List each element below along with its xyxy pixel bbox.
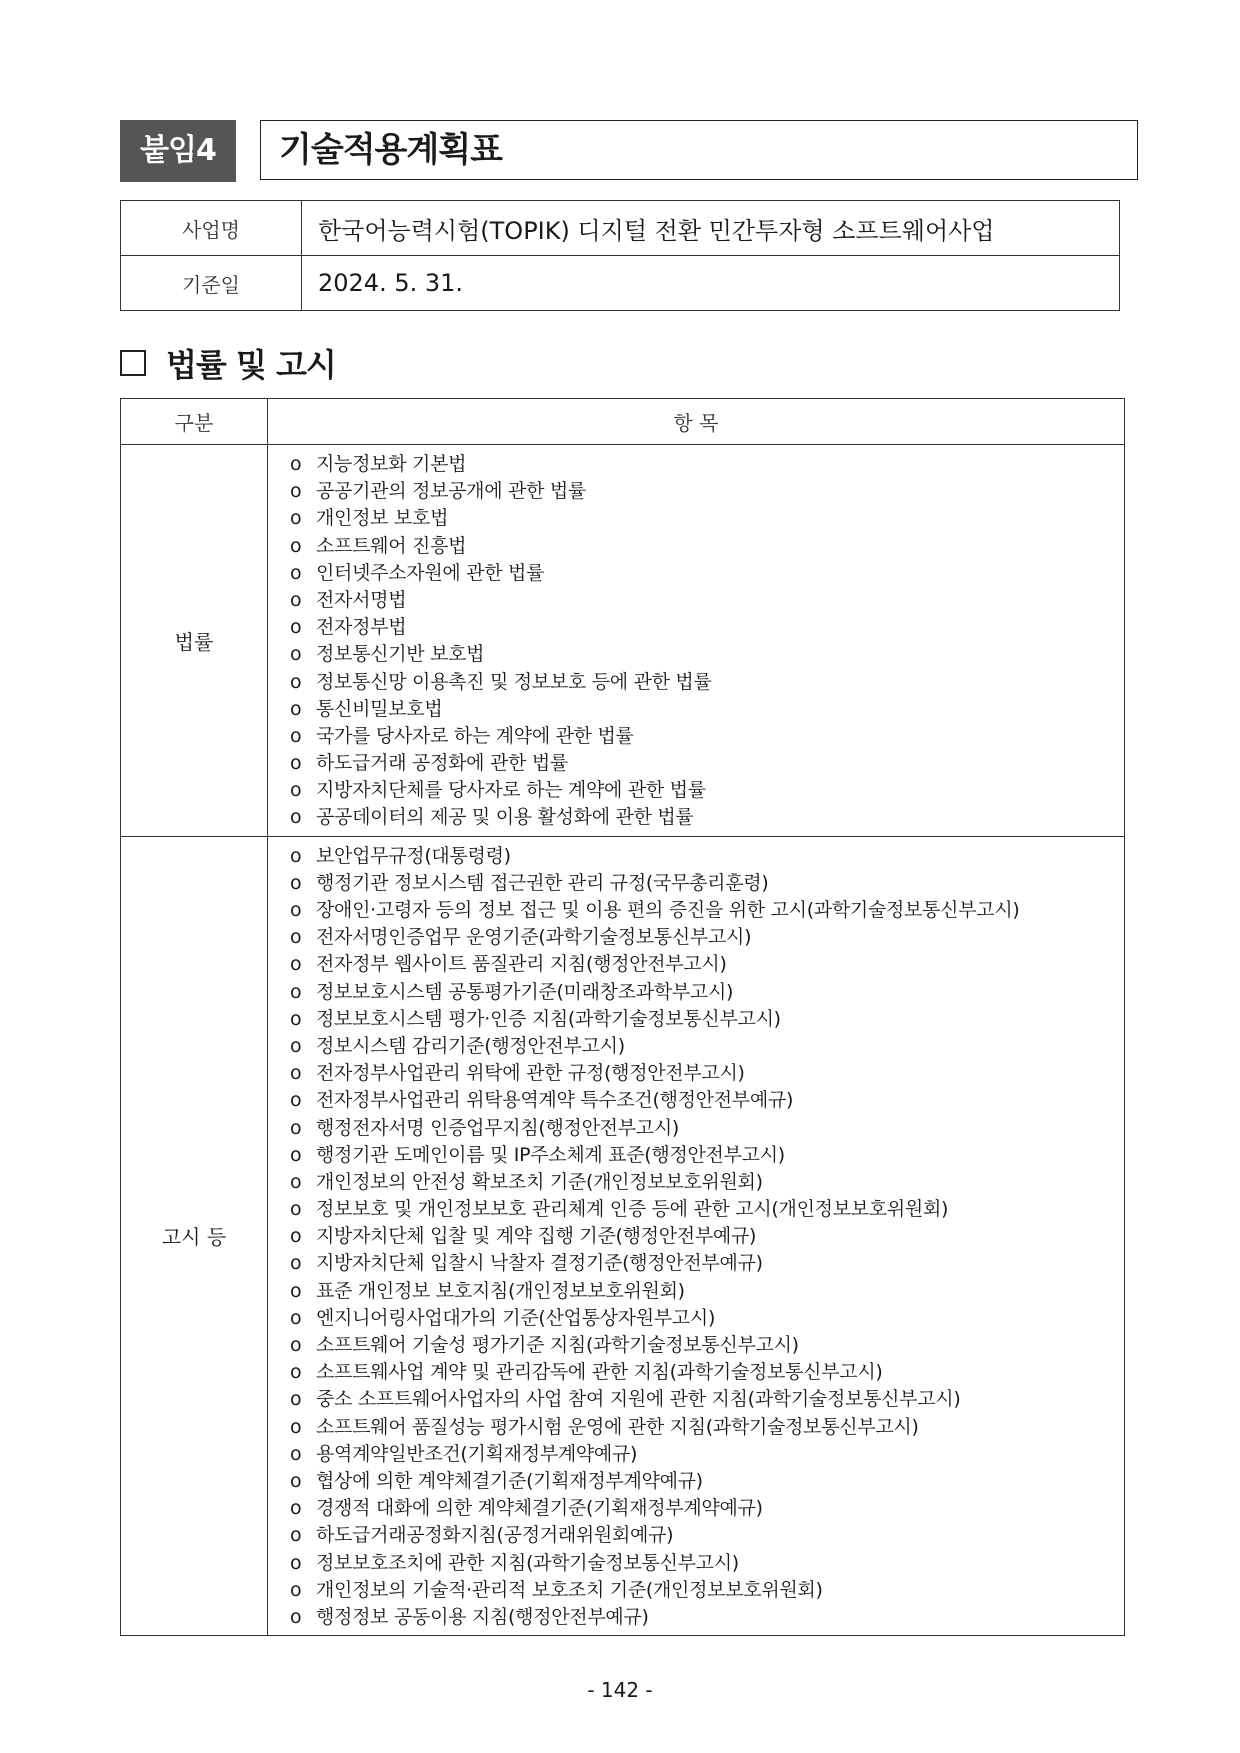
bullet-icon: o — [290, 980, 302, 1003]
list-item — [290, 533, 1124, 560]
bullet-icon: o — [290, 1361, 302, 1384]
item-text: 행정전자서명 인증업무지침(행정안전부고시) — [316, 1116, 679, 1139]
list-item — [290, 1087, 1124, 1114]
category-cell: 고시 등 — [121, 836, 268, 1635]
bullet-icon: o — [290, 1225, 302, 1248]
bullet-icon: o — [290, 1415, 302, 1438]
info-row-base-date — [121, 256, 1120, 311]
item-text: 소프트웨어 진흥법 — [316, 534, 467, 557]
info-row-project-name — [121, 201, 1120, 256]
section-heading — [120, 340, 336, 386]
item-text: 표준 개인정보 보호지침(개인정보보호위원회) — [316, 1279, 685, 1302]
bullet-icon: o — [290, 779, 302, 802]
bullet-icon: o — [290, 1170, 302, 1193]
list-item — [290, 1386, 1124, 1413]
list-item — [290, 669, 1124, 696]
item-text: 전자정부사업관리 위탁용역계약 특수조건(행정안전부예규) — [316, 1089, 794, 1112]
list-item — [290, 1142, 1124, 1169]
bullet-icon: o — [290, 1605, 302, 1628]
item-text: 전자정부사업관리 위탁에 관한 규정(행정안전부고시) — [316, 1062, 745, 1085]
list-item — [290, 1604, 1124, 1631]
item-text: 정보보호시스템 평가·인증 지침(과학기술정보통신부고시) — [316, 1007, 781, 1030]
document-header — [120, 120, 1120, 182]
list-item — [290, 1278, 1124, 1305]
list-item — [290, 951, 1124, 978]
item-text: 개인정보의 안전성 확보조치 기준(개인정보보호위원회) — [316, 1170, 763, 1193]
item-text: 전자서명법 — [316, 588, 407, 611]
bullet-icon: o — [290, 1388, 302, 1411]
item-text: 하도급거래공정화지침(공정거래위원회예규) — [316, 1524, 674, 1547]
project-info-table — [120, 200, 1120, 311]
item-text: 국가를 당사자로 하는 계약에 관한 법률 — [316, 724, 634, 747]
bullet-icon: o — [290, 806, 302, 829]
info-value: 한국어능력시험(TOPIK) 디지털 전환 민간투자형 소프트웨어사업 — [302, 201, 1120, 256]
item-text: 정보보호조치에 관한 지침(과학기술정보통신부고시) — [316, 1551, 739, 1574]
list-item — [290, 696, 1124, 723]
item-text: 정보시스템 감리기준(행정안전부고시) — [316, 1034, 625, 1057]
list-item — [290, 1441, 1124, 1468]
table-row-notices — [121, 836, 1125, 1635]
bullet-icon: o — [290, 1524, 302, 1547]
list-item — [290, 1305, 1124, 1332]
item-text: 지능정보화 기본법 — [316, 453, 467, 475]
bullet-icon: o — [290, 953, 302, 976]
bullet-icon: o — [290, 1116, 302, 1139]
list-item — [290, 804, 1124, 831]
list-item — [290, 1250, 1124, 1277]
bullet-icon: o — [290, 844, 302, 867]
list-item — [290, 1332, 1124, 1359]
list-item — [290, 1468, 1124, 1495]
item-text: 인터넷주소자원에 관한 법률 — [316, 561, 545, 584]
item-text: 개인정보의 기술적·관리적 보호조치 기준(개인정보보호위원회) — [316, 1578, 823, 1601]
bullet-icon: o — [290, 561, 302, 584]
list-item — [290, 641, 1124, 668]
bullet-icon: o — [290, 1062, 302, 1085]
document-title: 기술적용계획표 — [260, 120, 1138, 180]
bullet-icon: o — [290, 588, 302, 611]
item-text: 정보통신기반 보호법 — [316, 643, 485, 666]
bullet-icon: o — [290, 1306, 302, 1329]
list-item — [290, 1414, 1124, 1441]
list-item — [290, 1196, 1124, 1223]
bullet-icon: o — [290, 453, 302, 475]
column-header-items: 항 목 — [268, 399, 1125, 445]
bullet-icon: o — [290, 899, 302, 921]
bullet-icon: o — [290, 752, 302, 775]
item-text: 엔지니어링사업대가의 기준(산업통상자원부고시) — [316, 1306, 716, 1329]
item-text: 전자정부법 — [316, 616, 407, 639]
list-item — [290, 843, 1124, 870]
item-text: 통신비밀보호법 — [316, 697, 443, 720]
list-item — [290, 1550, 1124, 1577]
list-item — [290, 1223, 1124, 1250]
table-row-laws — [121, 445, 1125, 837]
list-item — [290, 1006, 1124, 1033]
item-text: 보안업무규정(대통령령) — [316, 844, 511, 867]
bullet-icon: o — [290, 926, 302, 949]
item-text: 공공데이터의 제공 및 이용 활성화에 관한 법률 — [316, 806, 694, 829]
bullet-icon: o — [290, 1089, 302, 1112]
law-table — [120, 398, 1125, 1636]
item-text: 공공기관의 정보공개에 관한 법률 — [316, 480, 586, 503]
bullet-icon: o — [290, 697, 302, 720]
list-item — [290, 979, 1124, 1006]
bullet-icon: o — [290, 1143, 302, 1166]
section-title: 법률 및 고시 — [166, 346, 336, 384]
checkbox-square-icon — [120, 350, 146, 376]
item-text: 용역계약일반조건(기획재정부계약예규) — [316, 1442, 638, 1465]
item-text: 지방자치단체를 당사자로 하는 계약에 관한 법률 — [316, 779, 706, 802]
item-text: 소프트웨어 기술성 평가기준 지침(과학기술정보통신부고시) — [316, 1334, 799, 1356]
list-item — [290, 614, 1124, 641]
item-text: 행정기관 정보시스템 접근권한 관리 규정(국무총리훈령) — [316, 871, 769, 894]
bullet-icon: o — [290, 1551, 302, 1574]
column-header-category: 구분 — [121, 399, 268, 445]
bullet-icon: o — [290, 643, 302, 666]
list-item — [290, 1577, 1124, 1604]
item-text: 행정정보 공동이용 지침(행정안전부예규) — [316, 1605, 649, 1628]
list-item — [290, 451, 1124, 478]
category-cell: 법률 — [121, 445, 268, 837]
item-text: 정보보호 및 개인정보보호 관리체계 인증 등에 관한 고시(개인정보보호위원회) — [316, 1198, 949, 1221]
item-text: 정보통신망 이용촉진 및 정보보호 등에 관한 법률 — [316, 670, 712, 693]
list-item — [290, 870, 1124, 897]
bullet-icon: o — [290, 534, 302, 557]
item-text: 지방자치단체 입찰시 낙찰자 결정기준(행정안전부예규) — [316, 1252, 763, 1275]
item-text: 행정기관 도메인이름 및 IP주소체계 표준(행정안전부고시) — [316, 1143, 785, 1166]
bullet-icon: o — [290, 1469, 302, 1492]
attachment-badge: 붙임4 — [120, 120, 236, 182]
list-item — [290, 924, 1124, 951]
bullet-icon: o — [290, 1198, 302, 1221]
bullet-icon: o — [290, 480, 302, 503]
items-list — [290, 843, 1124, 1631]
bullet-icon: o — [290, 1578, 302, 1601]
items-cell — [268, 445, 1125, 837]
items-cell — [268, 836, 1125, 1635]
list-item — [290, 1495, 1124, 1522]
info-label: 기준일 — [121, 256, 302, 311]
bullet-icon: o — [290, 1007, 302, 1030]
list-item — [290, 1115, 1124, 1142]
list-item — [290, 1060, 1124, 1087]
bullet-icon: o — [290, 1497, 302, 1520]
item-text: 경쟁적 대화에 의한 계약체결기준(기획재정부계약예규) — [316, 1497, 763, 1520]
list-item — [290, 1169, 1124, 1196]
item-text: 중소 소프트웨어사업자의 사업 참여 지원에 관한 지침(과학기술정보통신부고시) — [316, 1388, 961, 1411]
list-item — [290, 1522, 1124, 1549]
list-item — [290, 505, 1124, 532]
item-text: 장애인·고령자 등의 정보 접근 및 이용 편의 증진을 위한 고시(과학기술정보통신부고시) — [316, 899, 1020, 921]
table-header-row — [121, 399, 1125, 445]
item-text: 전자정부 웹사이트 품질관리 지침(행정안전부고시) — [316, 953, 727, 976]
item-text: 전자서명인증업무 운영기준(과학기술정보통신부고시) — [316, 926, 752, 949]
bullet-icon: o — [290, 616, 302, 639]
item-text: 개인정보 보호법 — [316, 507, 449, 530]
list-item — [290, 560, 1124, 587]
item-text: 정보보호시스템 공통평가기준(미래창조과학부고시) — [316, 980, 734, 1003]
item-text: 지방자치단체 입찰 및 계약 집행 기준(행정안전부예규) — [316, 1225, 757, 1248]
item-text: 소프트웨사업 계약 및 관리감독에 관한 지침(과학기술정보통신부고시) — [316, 1361, 883, 1384]
bullet-icon: o — [290, 1034, 302, 1057]
items-list — [290, 451, 1124, 832]
list-item — [290, 750, 1124, 777]
list-item — [290, 587, 1124, 614]
bullet-icon: o — [290, 1334, 302, 1356]
item-text: 협상에 의한 계약체결기준(기획재정부계약예규) — [316, 1469, 703, 1492]
list-item — [290, 1359, 1124, 1386]
bullet-icon: o — [290, 871, 302, 894]
item-text: 하도급거래 공정화에 관한 법률 — [316, 752, 568, 775]
bullet-icon: o — [290, 724, 302, 747]
bullet-icon: o — [290, 507, 302, 530]
bullet-icon: o — [290, 1252, 302, 1275]
item-text: 소프트웨어 품질성능 평가시험 운영에 관한 지침(과학기술정보통신부고시) — [316, 1415, 919, 1438]
list-item — [290, 478, 1124, 505]
info-label: 사업명 — [121, 201, 302, 256]
bullet-icon: o — [290, 1279, 302, 1302]
list-item — [290, 777, 1124, 804]
info-value: 2024. 5. 31. — [302, 256, 1120, 311]
bullet-icon: o — [290, 1442, 302, 1465]
page-number: - 142 - — [587, 1678, 653, 1702]
list-item — [290, 897, 1124, 924]
list-item — [290, 1033, 1124, 1060]
list-item — [290, 723, 1124, 750]
bullet-icon: o — [290, 670, 302, 693]
